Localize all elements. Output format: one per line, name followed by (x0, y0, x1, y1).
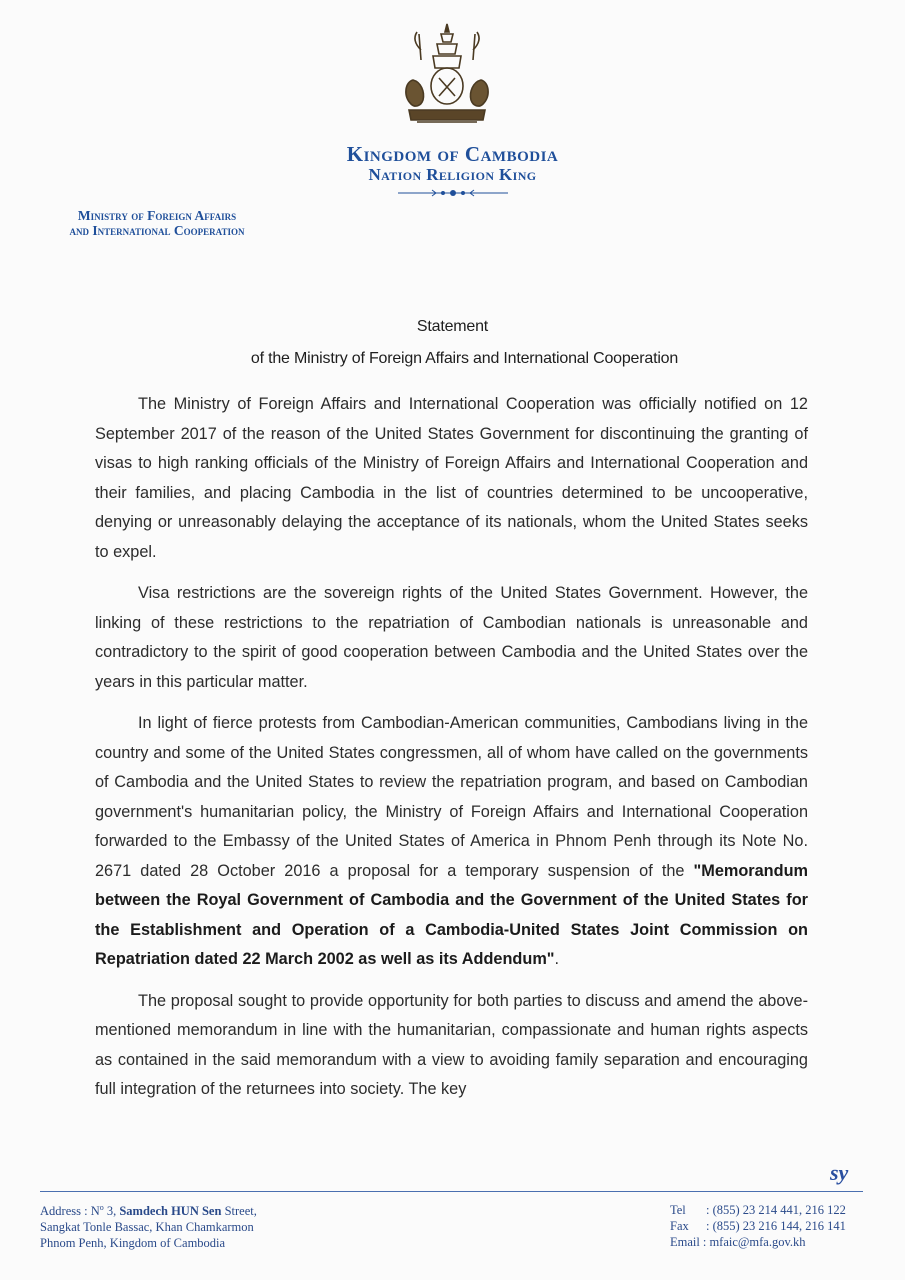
tel-value: : (855) 23 214 441, 216 122 (706, 1203, 846, 1217)
footer-contacts (670, 1202, 846, 1250)
paragraph-1: The Ministry of Foreign Affairs and International Cooperation was officially notified on 12 September 2017 of the reason of the United States Government for discontinuing the granting of visas to high ranking officials of the Ministry of Foreign Affairs and International Cooperation and their families, and placing Cambodia in the list of countries determined to be uncooperative, denying or unreasonably delaying the acceptance of its nationals, whom the United States seeks to expel. (95, 395, 808, 561)
footer-address (40, 1200, 257, 1251)
footer-divider (40, 1191, 863, 1192)
statement-body (95, 390, 808, 1117)
handwritten-initials: sy (830, 1160, 849, 1185)
fax-label: Fax (670, 1219, 689, 1233)
fax-value: : (855) 23 216 144, 216 141 (706, 1219, 846, 1233)
email-label: Email (670, 1235, 700, 1249)
email-row (670, 1234, 846, 1250)
address-line-3: Phnom Penh, Kingdom of Cambodia (40, 1236, 226, 1251)
address-line-2: Sangkat Tonle Bassac, Khan Chamkarmon (40, 1220, 254, 1235)
statement-title: Statement (416, 318, 489, 335)
ministry-line-1: Ministry of Foreign Affairs (77, 208, 237, 223)
paragraph-3 (95, 709, 808, 975)
ministry-name (0, 208, 322, 238)
tel-label: Tel (670, 1203, 686, 1217)
national-motto: Nation Religion King (368, 165, 537, 184)
paragraph-2: Visa restrictions are the sovereign rights of the United States Government. However, the linking of these restrictions to the repatriation of Cambodian nationals is unreasonable and contradictory to the spirit of good cooperation between Cambodia and the United States over the years in this particular matter. (95, 584, 808, 691)
tel-row (670, 1202, 846, 1218)
fax-row (670, 1218, 846, 1234)
paragraph-4: The proposal sought to provide opportunity for both parties to discuss and amend the above-mentioned memorandum in line with the humanitarian, compassionate and human rights aspects as contained in the said memorandum with a view to avoiding family separation and encouraging full integration of the returnees into society. The key (95, 991, 808, 1098)
paragraph-3-text: In light of fierce protests from Cambodian-American communities, Cambodians living in the country and some of the United States congressmen, all of whom have called on the governments of Cambodia and the United States to review the repatriation program, and based on Cambodian government's humanitarian policy, the Ministry of Foreign Affairs and International Cooperation forwarded to the Embassy of the United States of America in Phnom Penh through its Note No. 2671 dated 28 October 2016 a proposal for a temporary suspension of the (95, 714, 808, 880)
ministry-line-2: and International Cooperation (69, 223, 245, 238)
address-number: 3, (103, 1204, 120, 1219)
address-line-1 (40, 1200, 257, 1219)
kingdom-name: Kingdom of Cambodia (346, 142, 559, 166)
email-value[interactable]: : mfaic@mfa.gov.kh (702, 1235, 806, 1249)
address-street-name: Samdech HUN Sen (119, 1204, 222, 1219)
royal-emblem-icon (391, 20, 503, 132)
address-sup: o (99, 1203, 104, 1212)
memorandum-title: "Memorandum between the Royal Government of Cambodia and the Government of the United States for the Establishment and Operation of a Cambodia-United States Joint Commission on Repatriation dated 22 March 2002 as well as its Addendum" (95, 861, 808, 968)
address-label: Address : N (40, 1204, 100, 1219)
address-street: Street, (221, 1204, 257, 1219)
statement-subtitle: of the Ministry of Foreign Affairs and International Cooperation (250, 350, 679, 367)
ornament-divider-icon (398, 187, 508, 199)
paragraph-3-end: . (554, 950, 560, 968)
